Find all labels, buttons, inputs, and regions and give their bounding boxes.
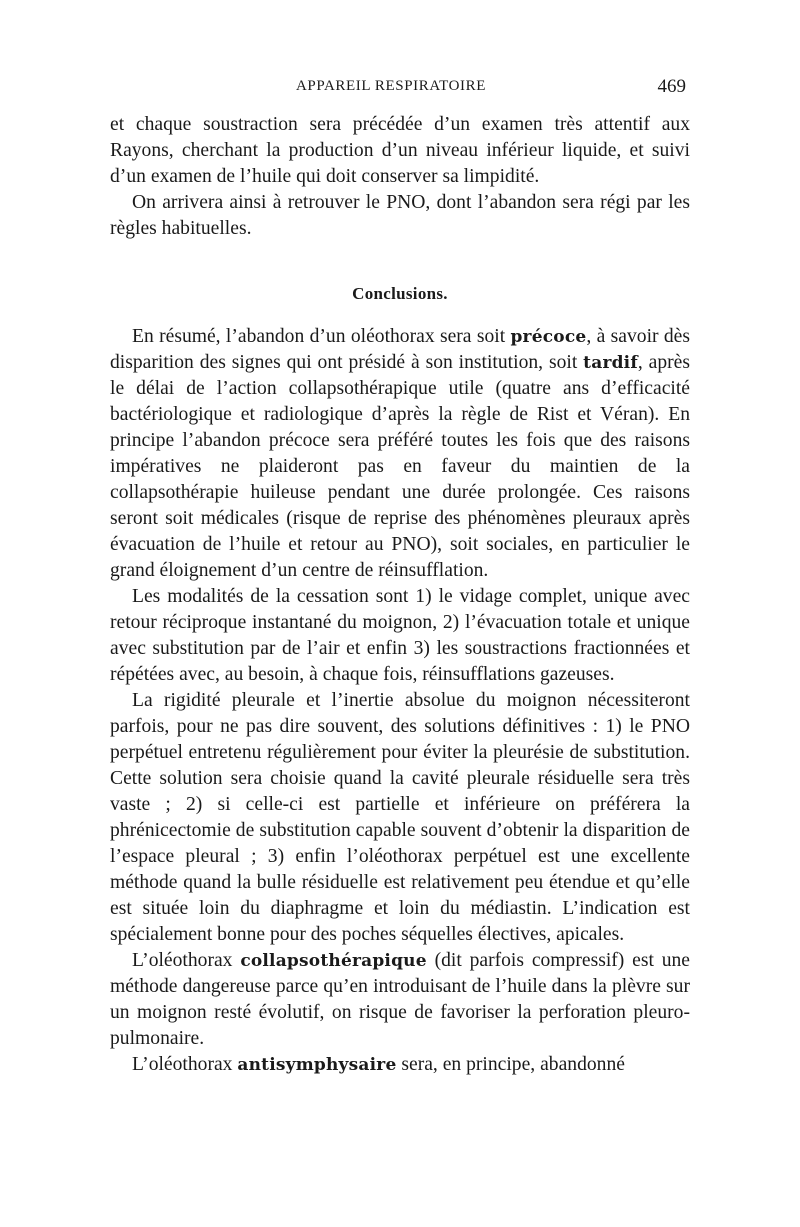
paragraph-rigidite: La rigidité pleurale et l’inertie absolue du moignon nécessiteront parfois, pour ne pas dire souvent, des solutions définitives : 1) le PNO perpétuel entretenu régulièrement pour éviter la pleurésie de substitution. Cette solution sera choisie quand la cavité pleurale résiduelle sera très vaste ; 2) si celle-ci est partielle et inférieure on préférera la phrénicectomie de substitution capable souvent d’obtenir la disparition de l’espace pleural ; 3) enfin l’oléothorax perpétuel est une excellente méthode quand la bulle résiduelle est relativement peu étendue et qu’elle est située loin du diaphragme et loin du médiastin. L’indication est spécialement bonne pour des poches séquelles électives, apicales. [110,690,690,945]
paragraph-collapsotherapique [110,948,690,1052]
running-header [110,76,690,102]
antisym-text-1: L’oléothorax [132,1054,238,1075]
paragraph-summary [110,324,690,584]
paragraph-continuation: et chaque soustraction sera précédée d’un examen très attentif aux Rayons, cherchant la production d’un niveau inférieur liquide, et suivi d’un examen de l’huile qui doit conserver sa limpidité. [110,114,690,187]
running-title: APPAREIL RESPIRATOIRE [296,78,486,94]
page-content [110,76,690,1078]
paragraph-antisymphysaire [110,1052,690,1078]
summary-text-3: , après le délai de l’action collapsothérapique utile (quatre ans d’efficacité bactériologique et radiologique d’après la règle de Rist et Véran). En principe l’abandon précoce sera préféré toutes les fois que des raisons impératives ne plaideront pas en faveur du maintien de la collapsothérapie huileuse pendant une durée prolongée. Ces raisons seront soit médicales (risque de reprise des phénomènes pleuraux après évacuation de l’huile et retour au PNO), soit sociales, en particulier le grand éloignement d’un centre de réinsufflation. [110,352,690,581]
term-collapsotherapique: collapsothérapique [240,951,427,971]
paragraph-pno: On arrivera ainsi à retrouver le PNO, dont l’abandon sera régi par les règles habituelles. [110,192,690,239]
summary-text-1: En résumé, l’abandon d’un oléothorax sera soit [132,326,511,347]
collapso-text-1: L’oléothorax [132,950,241,971]
collapso-text-2: (dit parfois compressif) est une méthode dangereuse parce qu’en introduisant de l’huile dans la plèvre sur un moignon resté évolutif, on risque de favoriser la perforation pleuro-pulmonaire. [110,950,690,1049]
term-tardif: tardif [583,353,638,373]
term-antisymphysaire: antisymphysaire [237,1055,397,1075]
term-precoce: précoce [510,327,587,347]
section-heading: Conclusions. [352,284,448,303]
page-number: 469 [657,76,686,97]
summary-text-2: , à savoir dès disparition des signes qui ont présidé à son institution, soit [110,326,690,373]
paragraph-modalites: Les modalités de la cessation sont 1) le vidage complet, unique avec retour réciproque instantané du moignon, 2) l’évacuation totale et unique avec substitution par de l’air et enfin 3) les soustractions fractionnées et répétées avec, au besoin, à chaque fois, réinsufflations gazeuses. [110,586,690,685]
antisym-text-2: sera, en principe, abandonné [396,1054,625,1075]
